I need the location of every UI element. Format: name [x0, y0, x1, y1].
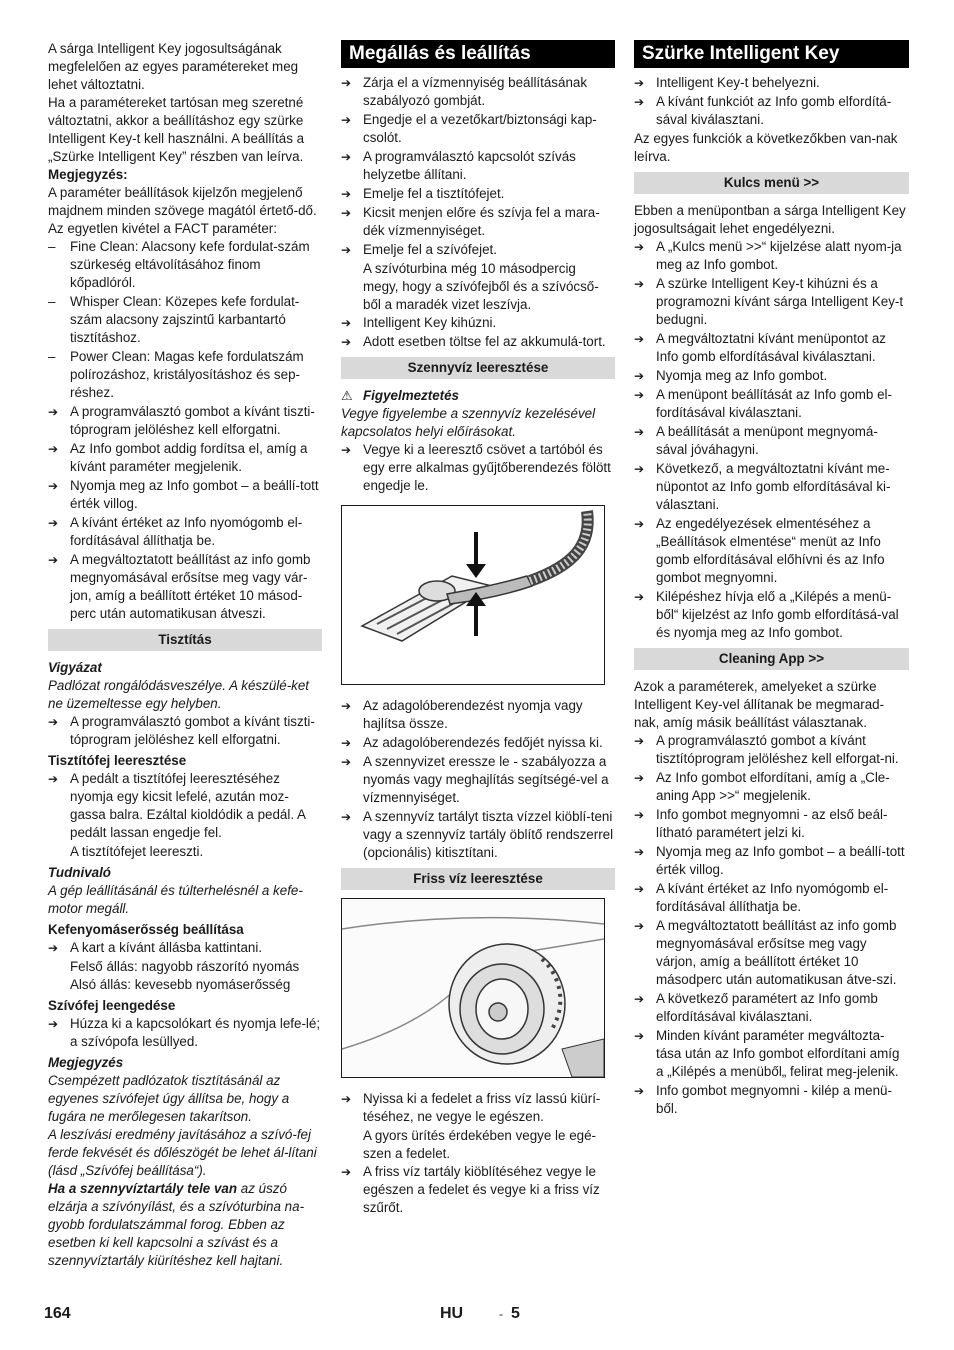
- drain-hose-drawing: [342, 506, 604, 684]
- cleaning-app-intro: Azok a paraméterek, amelyeket a szürke Intelligent Key-vel állítanak be megmarad-nak, amíg másik beállítást választanak.: [634, 679, 885, 730]
- stop-step: ➔ Kicsit menjen előre és szívja fel a mara-dék vízmennyiséget.: [341, 204, 615, 240]
- note2-label: Megjegyzés: [48, 1055, 124, 1070]
- note2-text-2: A leszívási eredmény javításához a szívó-fej ferde fekvését és dőlészögét be lehet ál-lítani (lásd „Szívófej beállítása“).: [48, 1127, 317, 1178]
- lower-step: ➔ A pedált a tisztítófej leeresztéséhez nyomja egy kicsit lefelé, azután moz-gassa balra. Ezáltal kioldódik a pedál. A pedált lassan engedje fel.: [48, 770, 322, 842]
- pressure-step: ➔ A kart a kívánt állásba kattintani.: [48, 939, 322, 957]
- column-middle: [341, 40, 615, 1218]
- param-step: ➔ Nyomja meg az Info gombot – a beállí-tott érték villog.: [48, 477, 322, 513]
- section-header-key-menu: Kulcs menü >>: [634, 172, 909, 194]
- key-menu-step: ➔ Következő, a megváltoztatni kívánt me-nüpontot az Info gomb elfordításával ki-választani.: [634, 460, 909, 514]
- page-footer: [0, 1305, 954, 1329]
- subheading-brush-pressure: Kefenyomáserősség beállítása: [48, 922, 244, 937]
- key-menu-intro: Ebben a menüpontban a sárga Intelligent Key jogosultságait lehet engedélyezni.: [634, 203, 906, 236]
- note2-text-1: Csempézett padlózatok tisztításánál az egyenes szívófejet úgy állítsa be, hogy a fugára ne merőlegesen takarítson.: [48, 1073, 290, 1124]
- section-header-cleaning: Tisztítás: [48, 629, 322, 651]
- info-label: Tudnivaló: [48, 865, 111, 880]
- cleaning-app-step: ➔ A következő paramétert az Info gomb elfordításával kiválasztani.: [634, 990, 909, 1026]
- pressure-lower: Alsó állás: kevesebb nyomáserősség: [70, 977, 291, 992]
- caution-label: Vigyázat: [48, 660, 102, 675]
- fresh-step-1: ➔ Nyissa ki a fedelet a friss víz lassú kiürí-téséhez, ne vegye le egészen.: [341, 1090, 615, 1126]
- key-menu-step: ➔ A megváltoztatni kívánt menüpontot az Info gomb elfordításával kiválasztani.: [634, 330, 909, 366]
- pressure-upper: Felső állás: nagyobb rászorító nyomás: [70, 959, 300, 974]
- key-menu-step: ➔ A menüpont beállítását az Info gomb el-fordításával kiválasztani.: [634, 386, 909, 422]
- stop-step: ➔ Emelje fel a szívófejet.: [341, 241, 615, 259]
- cleaning-app-step: ➔ Az Info gombot elfordítani, amíg a „Cle-aning App >>“ megjelenik.: [634, 769, 909, 805]
- warning-text: Vegye figyelembe a szennyvíz kezelésével kapcsolatos helyi előírásokat.: [341, 406, 596, 439]
- caution-text: Padlózat rongálódásveszélye. A készülé-ket ne üzemeltesse egy helyben.: [48, 678, 310, 711]
- turbine-note: A szívóturbina még 10 másodpercig megy, hogy a szívófejből és a szívócső-ből a maradék vizet leszívja.: [363, 261, 599, 312]
- section-title-stopping: Megállás és leállítás: [341, 40, 615, 68]
- note2-bold: Ha a szennyvíztartály tele van: [48, 1181, 238, 1196]
- stop-step: ➔ Adott esetben töltse fel az akkumulá-tort.: [341, 333, 615, 351]
- subheading-squeegee: Szívófej leengedése: [48, 998, 176, 1013]
- key-menu-step: ➔ Nyomja meg az Info gombot.: [634, 367, 909, 385]
- cleaning-app-step: ➔ Minden kívánt paraméter megváltozta-tása után az Info gombot elfordítani amíg a „Kilépés a menüből„ felirat meg-jelenik.: [634, 1027, 909, 1081]
- dirty-step: ➔ A szennyvizet eressze le - szabályozza a nyomás vagy meghajlítás segítségé-vel a vízmennyiséget.: [341, 753, 615, 807]
- cleaning-app-step: ➔ A kívánt értéket az Info nyomógomb el-fordításával állíthatja be.: [634, 880, 909, 916]
- grey-key-step: ➔ Intelligent Key-t behelyezni.: [634, 74, 909, 92]
- subheading-head-lower: Tisztítófej leeresztése: [48, 753, 187, 768]
- grey-key-step: ➔ A kívánt funkciót az Info gomb elfordítá-sával kiválasztani.: [634, 93, 909, 129]
- cleaning-app-step: ➔ Nyomja meg az Info gombot – a beállí-tott érték villog.: [634, 843, 909, 879]
- dirty-step: ➔ Az adagolóberendezés fedőjét nyissa ki.: [341, 734, 615, 752]
- key-menu-step: ➔ A beállítását a menüpont megnyomá-sával jóváhagyni.: [634, 423, 909, 459]
- drain-hose-illustration: [341, 505, 605, 685]
- key-menu-step: ➔ A szürke Intelligent Key-t kihúzni és a programozni kívánt sárga Intelligent Key-t bedugni.: [634, 275, 909, 329]
- section-header-fresh-water: Friss víz leeresztése: [341, 868, 615, 890]
- stop-step: ➔ A programválasztó kapcsolót szívás helyzetbe állítani.: [341, 148, 615, 184]
- dirty-step: ➔ Az adagolóberendezést nyomja vagy hajlítsa össze.: [341, 697, 615, 733]
- stop-step: ➔ Intelligent Key kihúzni.: [341, 314, 615, 332]
- key-menu-step: ➔ A „Kulcs menü >>“ kijelzése alatt nyom-ja meg az Info gombot.: [634, 238, 909, 274]
- fact-power-clean: – Power Clean: Magas kefe fordulatszám polírozáshoz, kristályosításhoz és sep-réshez.: [48, 348, 322, 402]
- info-text: A gép leállításánál és túlterhelésnél a kefe-motor megáll.: [48, 883, 303, 916]
- fresh-note: A gyors ürítés érdekében vegye le egé-szen a fedelet.: [363, 1128, 596, 1161]
- language-page-number: 5: [511, 1305, 520, 1322]
- note2-text-3: [48, 1180, 322, 1270]
- dirty-step: ➔ A szennyvíz tartályt tiszta vízzel kiöblí-teni vagy a szennyvíz tartály öblítő rendszerrel (opcionális) kitisztítani.: [341, 808, 615, 862]
- fresh-water-illustration: [341, 898, 605, 1078]
- cleaning-app-step: ➔ Info gombot megnyomni - az első beál-lítható paramétert jelzi ki.: [634, 806, 909, 842]
- cleaning-app-step: ➔ A programválasztó gombot a kívánt tisztítóprogram jelöléshez kell elforgat-ni.: [634, 732, 909, 768]
- section-title-grey-key: Szürke Intelligent Key: [634, 40, 909, 68]
- note-label: Megjegyzés:: [48, 167, 128, 182]
- functions-note: Az egyes funkciók a következőkben van-nak leírva.: [634, 131, 898, 164]
- language-code: HU: [440, 1305, 464, 1322]
- param-step: ➔ A megváltoztatott beállítást az info gomb megnyomásával erősítse meg vagy vár-jon, amíg a beállított értéket 10 másod-perc után automatikusan átveszi.: [48, 551, 322, 623]
- intro-paragraph-1: A sárga Intelligent Key jogosultságának megfelelően az egyes paramétereket meg lehet változtatni.: [48, 41, 299, 92]
- key-menu-step: ➔ Kilépéshez hívja elő a „Kilépés a menü-ből“ kijelzést az Info gomb elfordításá-val és nyomja meg az Info gombot.: [634, 588, 909, 642]
- column-left: [48, 40, 322, 1270]
- param-step: ➔ A programválasztó gombot a kívánt tiszti-tóprogram jelöléshez kell elforgatni.: [48, 403, 322, 439]
- note2-rest: az úszó elzárja a szívónyílást, és a szívóturbina na-gyobb fordulatszámmal forog. Ebben az esetben ki kell kapcsolni a szívást és a szennyvíztartály kiürítéshez kell hajtani.: [48, 1181, 305, 1268]
- stop-step: ➔ Engedje el a vezetőkart/biztonsági kap-csolót.: [341, 111, 615, 147]
- warning-label: ⚠ Figyelmeztetés: [341, 388, 460, 404]
- stop-step: ➔ Zárja el a vízmennyiség beállításának szabályozó gombját.: [341, 74, 615, 110]
- lower-result: A tisztítófejet leereszti.: [70, 844, 204, 859]
- dirty-intro: ➔ Vegye ki a leeresztő csövet a tartóból és egy erre alkalmas gyűjtőberendezés fölött engedje le.: [341, 441, 615, 495]
- note-text: A paraméter beállítások kijelzőn megjelenő majdnem minden szövege magától értető-dő. Az egyetlen kivétel a FACT paraméter:: [48, 185, 317, 236]
- fact-fine-clean: – Fine Clean: Alacsony kefe fordulat-szám szürkeség eltávolításához finom kőpadlóról.: [48, 238, 322, 292]
- param-step: ➔ A kívánt értéket az Info nyomógomb el-fordításával állíthatja be.: [48, 514, 322, 550]
- page-number: 164: [44, 1305, 71, 1322]
- footer-separator: -: [499, 1307, 503, 1321]
- cleaning-app-step: ➔ Info gombot megnyomni - kilép a menü-ből.: [634, 1082, 909, 1118]
- key-menu-step: ➔ Az engedélyezések elmentéséhez a „Beállítások elmentése“ menüt az Info gomb elfordításával előhívni és az Info gombot megnyomni.: [634, 515, 909, 587]
- section-header-cleaning-app: Cleaning App >>: [634, 648, 909, 670]
- fresh-water-drawing: [342, 899, 604, 1077]
- column-right: [634, 40, 909, 1119]
- section-header-dirty-water: Szennyvíz leeresztése: [341, 357, 615, 379]
- warning-triangle-icon: ⚠: [341, 389, 353, 404]
- param-step: ➔ Az Info gombot addig fordítsa el, amíg a kívánt paraméter megjelenik.: [48, 440, 322, 476]
- cleaning-step: ➔ A programválasztó gombot a kívánt tiszti-tóprogram jelöléshez kell elforgatni.: [48, 713, 322, 749]
- squeegee-step: ➔ Húzza ki a kapcsolókart és nyomja lefe-lé; a szívópofa lesüllyed.: [48, 1015, 322, 1051]
- intro-paragraph-2: Ha a paramétereket tartósan meg szeretné változtatni, akkor a beállításhoz egy szürke Intelligent Key-t kell használni. A beállítás a „Szürke Intelligent Key” részben van leírva.: [48, 95, 305, 164]
- fact-whisper-clean: – Whisper Clean: Közepes kefe fordulat-szám alacsony zajszintű karbantartó tisztításhoz.: [48, 293, 322, 347]
- fresh-step-2: ➔ A friss víz tartály kiöblítéséhez vegye le egészen a fedelet és vegye ki a friss víz szűrőt.: [341, 1163, 615, 1217]
- stop-step: ➔ Emelje fel a tisztítófejet.: [341, 185, 615, 203]
- cleaning-app-step: ➔ A megváltoztatott beállítást az info gomb megnyomásával erősítse meg vagy várjon, amíg a beállított értéket 10 másodperc után automatikusan átve-szi.: [634, 917, 909, 989]
